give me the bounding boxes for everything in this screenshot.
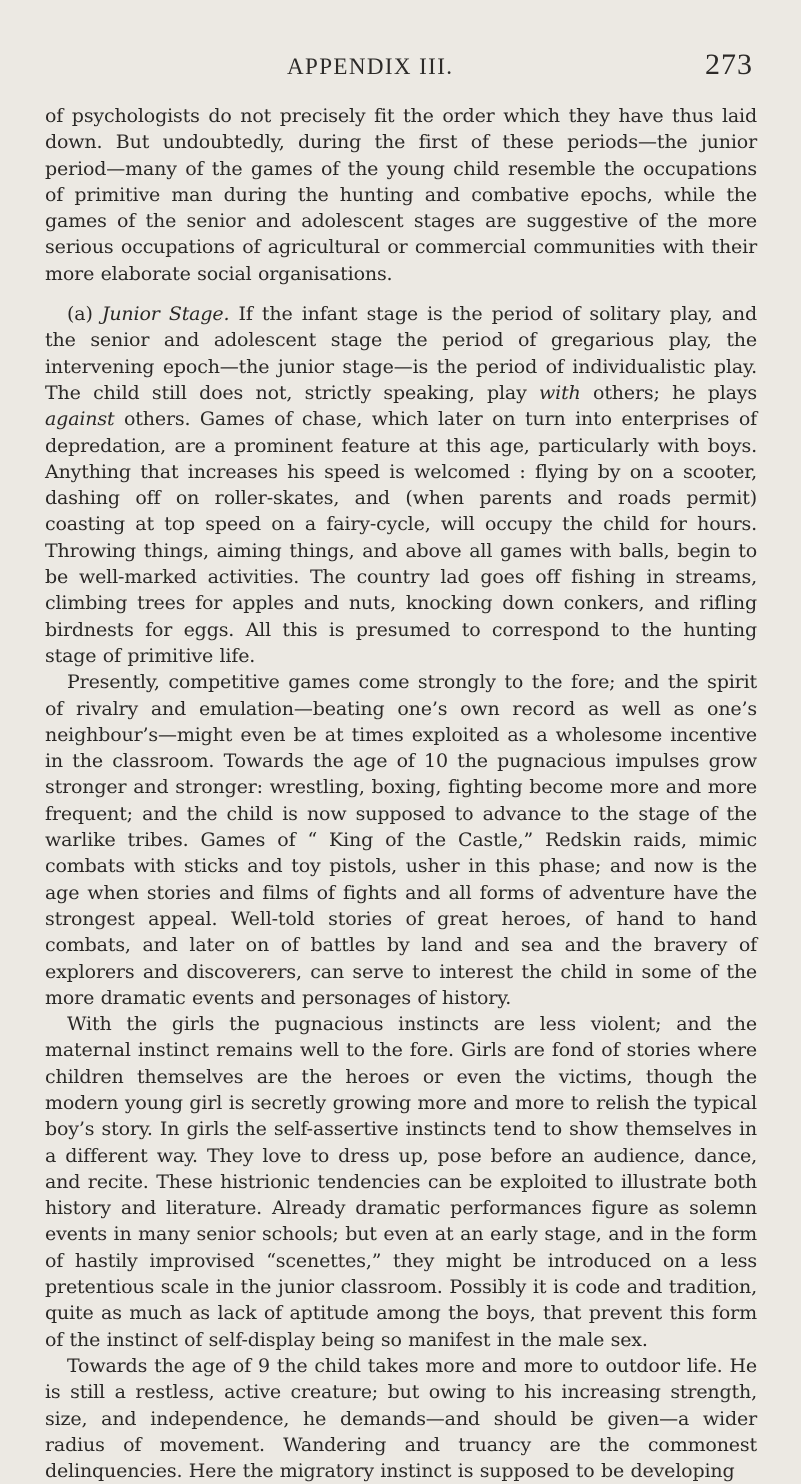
section-heading: Junior Stage. — [101, 303, 230, 326]
paragraph-text: others. Games of chase, which later on turn into enterprises of depredation, are a prominent feature at this age, particularly with boys. Anything that increases his speed is welcomed : flying by on a scooter, dashing off on roller-skates, and (when parents and roads permit) coasting at top speed on a fairy-cycle, will occupy the child for hours. Throwing things, aiming things, and above all games with balls, begin to be well-marked activities. The country lad goes off fishing in streams, climbing trees for apples and nuts, knocking down conkers, and rifling birdnests for eggs. All this is presumed to correspond to the hunting stage of primitive life. — [45, 408, 757, 667]
paragraph-continued: of psychologists do not precisely fit the order which they have thus laid down. But undoubtedly, during the first of these periods—the junior period—many of the games of the young child resemble the occupations of primitive man during the hunting and combative epochs, while the games of the senior and adolescent stages are suggestive of the more serious occupations of agricultural or commercial communities with their more elaborate social organisations. — [45, 105, 757, 285]
emphasis-with: with — [539, 381, 581, 404]
paragraph-text: others; he plays — [580, 381, 757, 404]
paragraph-competitive-games: Presently, competitive games come strongly to the fore; and the spirit of rivalry and emulation—beating one’s own record as well as one’s neighbour’s—might even be at times exploited as a wholesome incentive in the classroom. Towards the age of 10 the pugnacious impulses grow stronger and stronger: wrestling, boxing, fighting become more and more frequent; and the child is now supposed to advance to the stage of the warlike tribes. Games of “ King of the Castle,” Redskin raids, mimic combats with sticks and toy pistols, usher in this phase; and now is the age when stories and films of fights and all forms of adventure have the strongest appeal. Well-told stories of great heroes, of hand to hand combats, and later on of battles by land and sea and the bravery of explorers and discoverers, can serve to interest the child in some of the more dramatic events and personages of history. — [45, 671, 757, 1009]
section-label: (a) — [67, 303, 102, 326]
paragraph-outdoor-life: Towards the age of 9 the child takes more and more to outdoor life. He is still a restless, active creature; but owing to his increasing strength, size, and independence, he demands—and should be given—a wider radius of movement. Wandering and truancy are the commonest delinquencies. Here the migratory instinct is supposed to be developing — [45, 1354, 757, 1483]
running-header — [45, 30, 757, 81]
running-title: APPENDIX III. — [287, 54, 454, 79]
paragraph-text: If the infant stage is the period of solitary play, and the senior and adolescent stage the period of gregarious play, the intervening epoch—the junior stage—is the period of individualistic play. The child still does not, strictly speaking, play — [45, 303, 757, 404]
paragraph-girls: With the girls the pugnacious instincts are less violent; and the maternal instinct remains well to the fore. Girls are fond of stories where children themselves are the heroes or even the victims, though the modern young girl is secretly growing more and more to relish the typical boy’s story. In girls the self-assertive instincts tend to show themselves in a different way. They love to dress up, pose before an audience, dance, and recite. These histrionic tendencies can be exploited to illustrate both history and literature. Already dramatic performances figure as solemn events in many senior schools; but even at an early stage, and in the form of hastily improvised “scenettes,” they might be introduced on a less pretentious scale in the junior classroom. Possibly it is code and tradition, quite as much as lack of aptitude among the boys, that prevent this form of the instinct of self-display being so manifest in the male sex. — [45, 1013, 757, 1351]
emphasis-against: against — [45, 408, 115, 431]
section-gap — [45, 287, 757, 301]
paragraph-junior-stage — [45, 301, 757, 669]
page-number: 273 — [705, 48, 753, 81]
